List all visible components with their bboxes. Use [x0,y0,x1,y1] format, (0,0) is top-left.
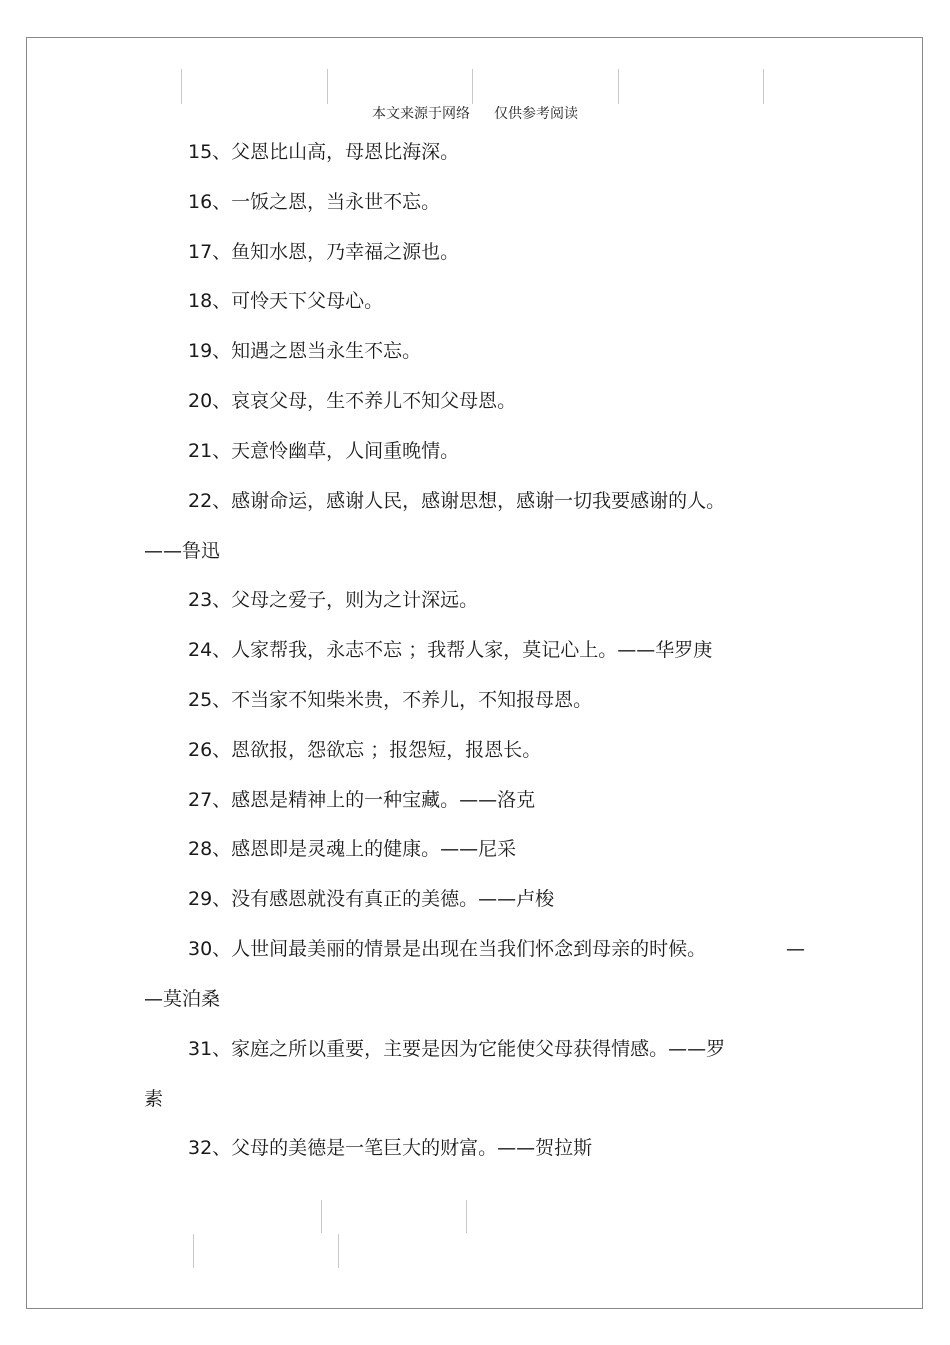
quote-attribution: —莫泊桑 [144,988,221,1010]
quote-line: 21、天意怜幽草，人间重晚情。 [188,440,460,462]
quote-line: 23、父母之爱子，则为之计深远。 [188,589,479,611]
footer-divider-line [193,1234,194,1268]
quote-line: 17、鱼知水恩，乃幸福之源也。 [188,241,460,263]
quote-dash: — [786,938,805,960]
quote-line: 22、感谢命运，感谢人民，感谢思想，感谢一切我要感谢的人。 [188,490,726,512]
footer-divider-line [338,1234,339,1268]
quote-line: 27、感恩是精神上的一种宝藏。——洛克 [188,789,536,811]
header-divider-line [181,69,182,104]
header-divider-line [763,69,764,104]
quote-line: 25、不当家不知柴米贵，不养儿，不知报母恩。 [188,689,593,711]
quote-line: 29、没有感恩就没有真正的美德。——卢梭 [188,888,555,910]
quote-line: 28、感恩即是灵魂上的健康。——尼采 [188,838,517,860]
quote-line: 19、知遇之恩当永生不忘。 [188,340,422,362]
quote-line: 16、一饭之恩，当永世不忘。 [188,191,441,213]
page-header [0,103,950,123]
footer-divider-line [321,1200,322,1233]
page-border [26,37,923,1309]
quote-line: 15、父恩比山高，母恩比海深。 [188,141,460,163]
header-divider-line [618,69,619,104]
footer-divider-line [466,1200,467,1233]
quote-line: 32、父母的美德是一笔巨大的财富。——贺拉斯 [188,1137,593,1159]
header-divider-line [327,69,328,104]
header-divider-line [472,69,473,104]
quote-line: 26、恩欲报，怨欲忘 ；报怨短，报恩长。 [188,739,542,761]
quote-attribution: ——鲁迅 [144,540,221,562]
quote-line: 20、哀哀父母，生不养儿不知父母恩。 [188,390,517,412]
quote-line: 31、家庭之所以重要，主要是因为它能使父母获得情感。——罗 [188,1038,726,1060]
header-source-note: 本文来源于网络 [372,106,470,122]
quote-line: 30、人世间最美丽的情景是出现在当我们怀念到母亲的时候。 [188,938,707,960]
quote-attribution: 素 [144,1088,164,1110]
quote-line: 24、人家帮我，永志不忘 ；我帮人家，莫记心上。——华罗庚 [188,639,713,661]
header-reference-note: 仅供参考阅读 [494,106,578,122]
quote-line: 18、可怜天下父母心。 [188,290,384,312]
